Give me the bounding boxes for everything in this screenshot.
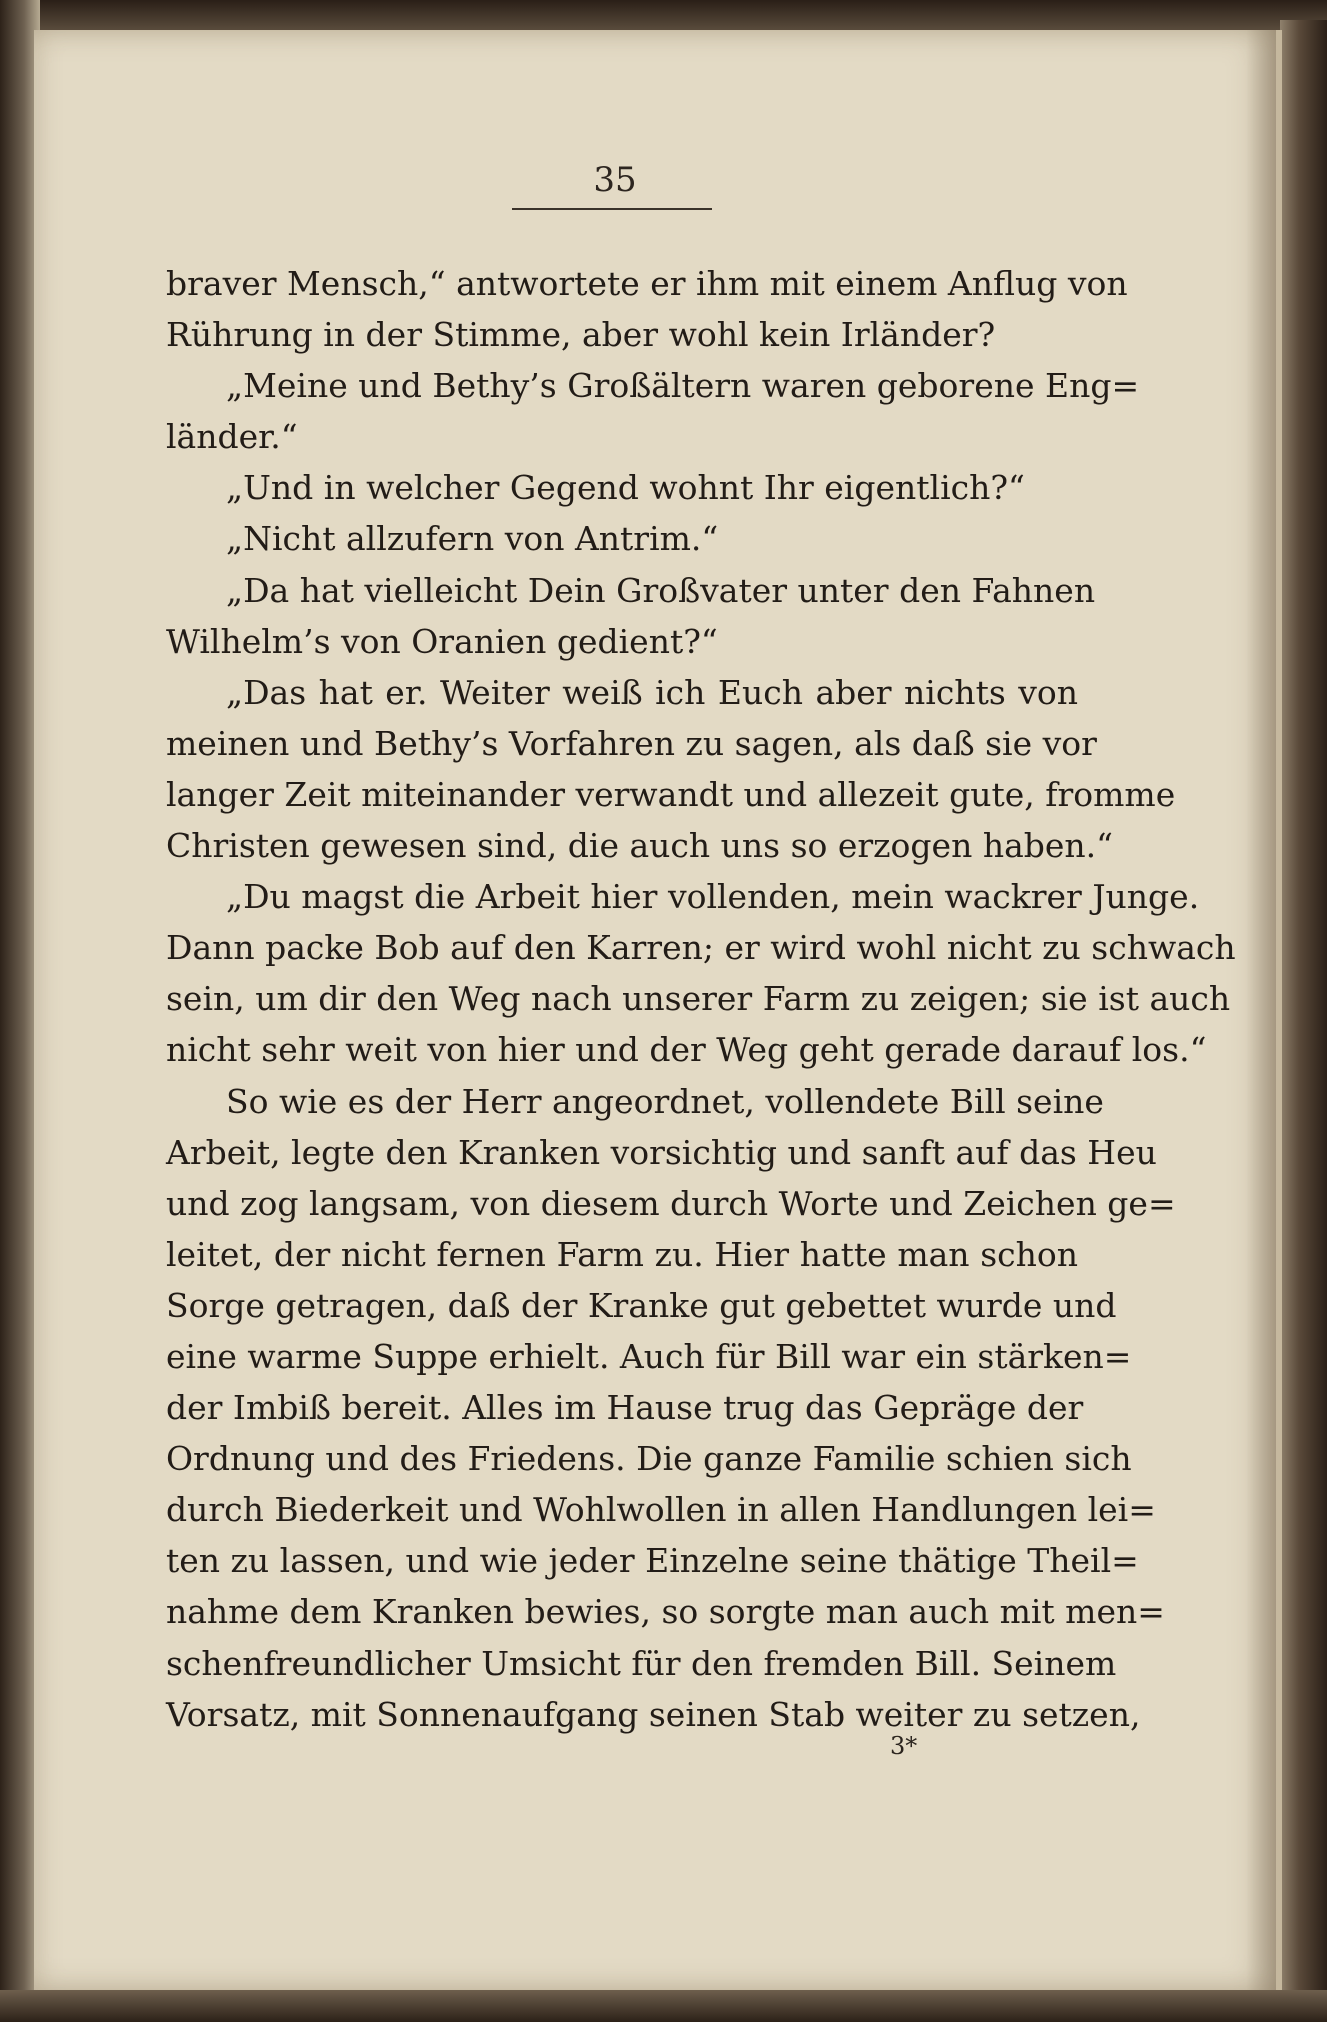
text-line: „Meine und Bethy’s Großältern waren geborene Eng= [226,366,1140,406]
text-line: eine warme Suppe erhielt. Auch für Bill war ein stärken= [166,1336,1132,1376]
text-line: „Nicht allzufern von Antrim.“ [226,519,719,559]
text-line: durch Biederkeit und Wohlwollen in allen Handlungen lei= [166,1490,1156,1530]
text-line: nahme dem Kranken bewies, so sorgte man auch mit men= [166,1592,1165,1632]
text-line: „Du magst die Arbeit hier vollenden, mein wackrer Junge. [226,877,1200,917]
text-line: Dann packe Bob auf den Karren; er wird wohl nicht zu schwach [166,928,1236,968]
book-bottom-edge [0,1990,1327,2022]
text-line: nicht sehr weit von hier und der Weg geht gerade darauf los.“ [166,1030,1207,1070]
text-line: Ordnung und des Friedens. Die ganze Familie schien sich [166,1439,1132,1479]
text-line: Rührung in der Stimme, aber wohl kein Irländer? [166,315,996,355]
text-line: So wie es der Herr angeordnet, vollendete Bill seine [226,1081,1104,1121]
text-line: braver Mensch,“ antwortete er ihm mit einem Anflug von [166,264,1128,303]
signature-mark: 3* [890,1732,918,1760]
page-number-rule [512,208,712,210]
text-line: ten zu lassen, und wie jeder Einzelne seine thätige Theil= [166,1541,1139,1581]
text-line: Arbeit, legte den Kranken vorsichtig und sanft auf das Heu [166,1132,1157,1172]
text-line: schenfreundlicher Umsicht für den fremden Bill. Seinem [166,1643,1117,1683]
text-line: und zog langsam, von diesem durch Worte und Zeichen ge= [166,1183,1176,1223]
text-line: „Und in welcher Gegend wohnt Ihr eigentlich?“ [226,468,1025,508]
text-line: Vorsatz, mit Sonnenaufgang seinen Stab weiter zu setzen, [166,1694,1141,1734]
text-line: der Imbiß bereit. Alles im Hause trug das Gepräge der [166,1388,1084,1428]
text-line: Wilhelm’s von Oranien gedient?“ [166,621,718,661]
text-line: meinen und Bethy’s Vorfahren zu sagen, als daß sie vor [166,723,1097,763]
page-number: 35 [593,160,637,200]
book-spine [1280,20,1327,2010]
text-line: „Das hat er. Weiter weiß ich Euch aber nichts von [226,672,1078,712]
page-body-text [166,258,1236,1740]
text-line: sein, um dir den Weg nach unserer Farm zu zeigen; sie ist auch [166,979,1231,1019]
text-line: langer Zeit miteinander verwandt und allezeit gute, fromme [166,774,1176,814]
book-top-edge [0,0,1327,32]
page-gutter-shadow [1246,30,1276,1990]
text-line: leitet, der nicht fernen Farm zu. Hier hatte man schon [166,1234,1078,1274]
text-line: länder.“ [166,417,298,457]
text-line: Christen gewesen sind, die auch uns so erzogen haben.“ [166,826,1114,866]
text-line: „Da hat vielleicht Dein Großvater unter den Fahnen [226,570,1096,610]
text-line: Sorge getragen, daß der Kranke gut gebettet wurde und [166,1285,1117,1325]
